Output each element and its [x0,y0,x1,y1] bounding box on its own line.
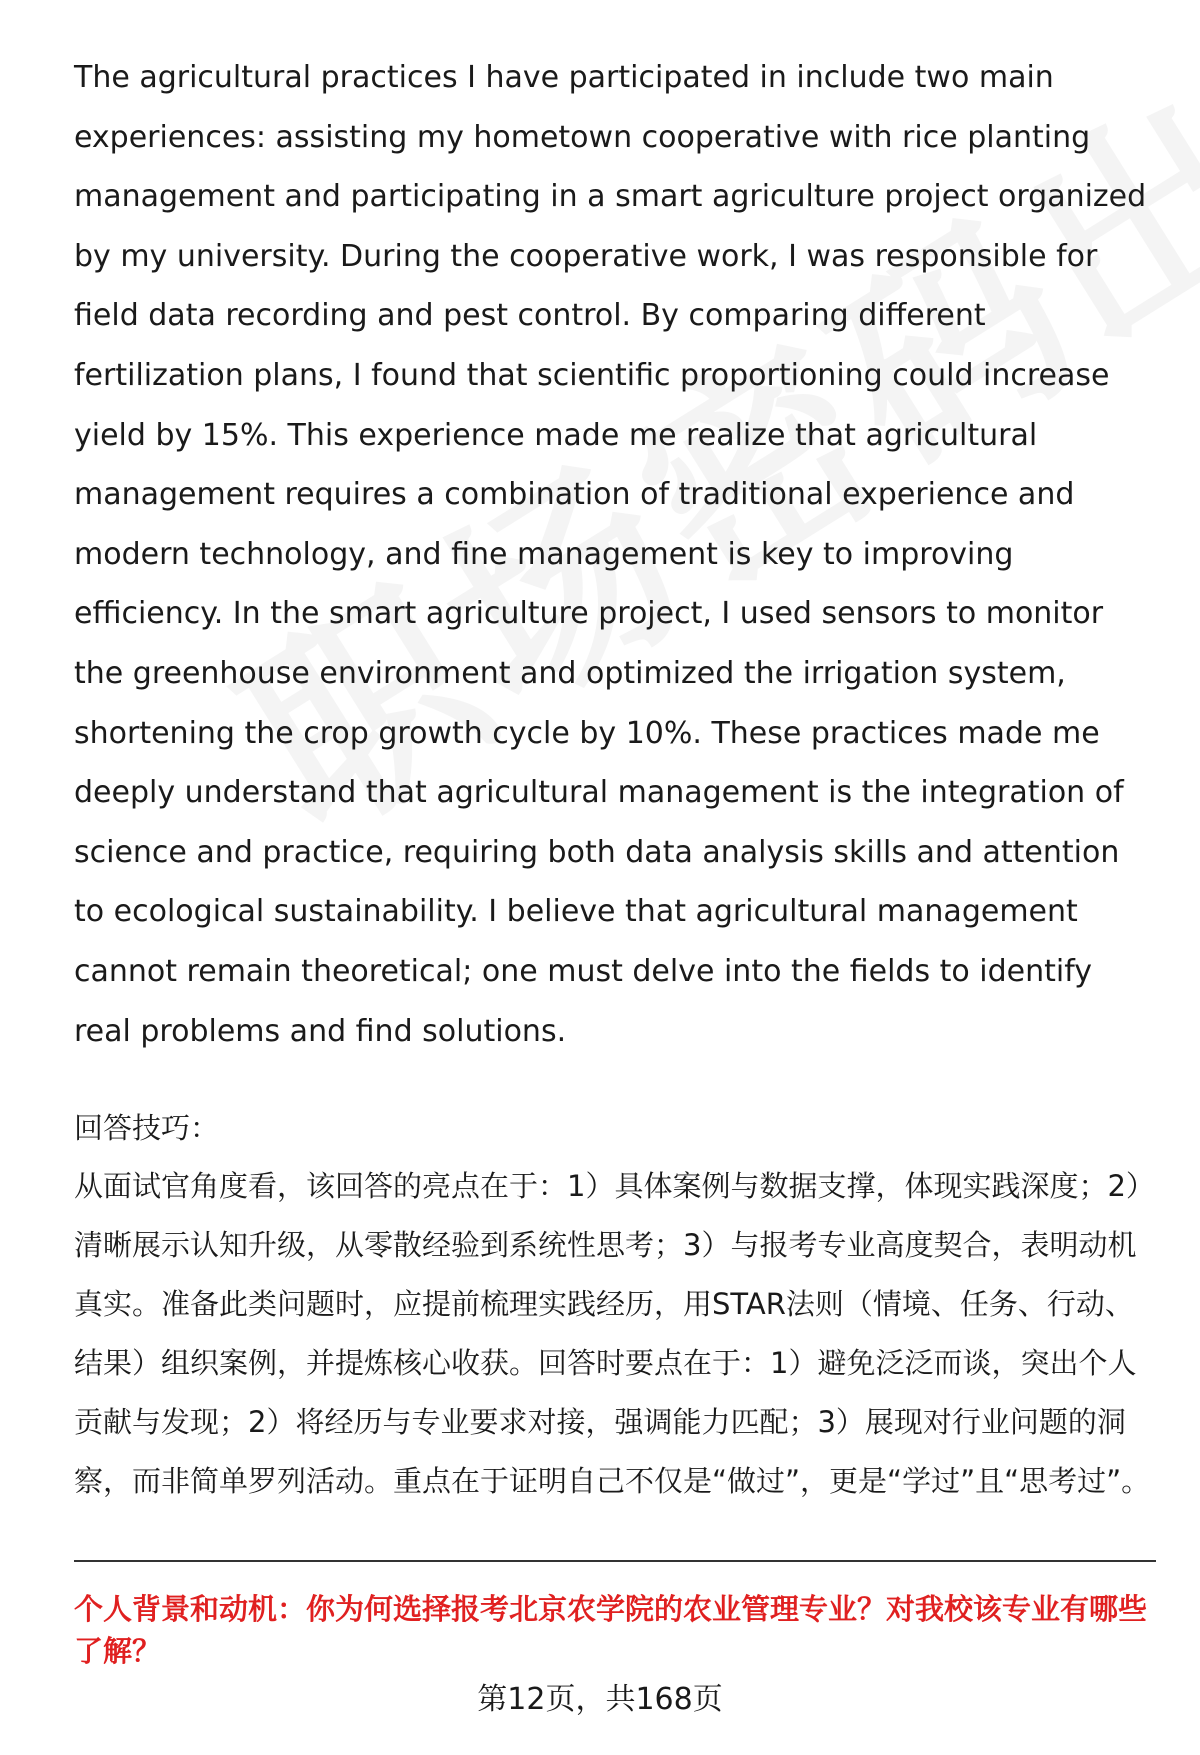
page-content [74,48,1156,1511]
next-question-heading: 个人背景和动机：你为何选择报考北京农学院的农业管理专业？对我校该专业有哪些了解？ [74,1592,1148,1668]
section-divider [74,1560,1156,1562]
tips-body: 从面试官角度看，该回答的亮点在于：1）具体案例与数据支撑，体现实践深度；2）清晰展示认知升级，从零散经验到系统性思考；3）与报考专业高度契合，表明动机真实。准备此类问题时，应提前梳理实践经历，用STAR法则（情境、任务、行动、结果）组织案例，并提炼核心收获。回答时要点在于：1）避免泛泛而谈，突出个人贡献与发现；2）将经历与专业要求对接，强调能力匹配；3）展现对行业问题的洞察，而非简单罗列活动。重点在于证明自己不仅是“做过”，更是“学过”且“思考过”。 [74,1169,1155,1499]
answer-paragraph: The agricultural practices I have participated in include two main experiences: assisting my hometown cooperative with rice planting management and participating in a smart agriculture project organized by my university. During the cooperative work, I was responsible for field data recording and pest control. By comparing different fertilization plans, I found that scientific proportioning could increase yield by 15%. This experience made me realize that agricultural management requires a combination of traditional experience and modern technology, and fine management is key to improving efficiency. In the smart agriculture project, I used sensors to monitor the greenhouse environment and optimized the irrigation system, shortening the crop growth cycle by 10%. These practices made me deeply understand that agricultural management is the integration of science and practice, requiring both data analysis skills and attention to ecological sustainability. I believe that agricultural management cannot remain theoretical; one must delve into the fields to identify real problems and find solutions. [74,60,1147,1049]
tips-title: 回答技巧： [74,1111,220,1146]
page-number: 第12页，共168页 [477,1682,723,1717]
